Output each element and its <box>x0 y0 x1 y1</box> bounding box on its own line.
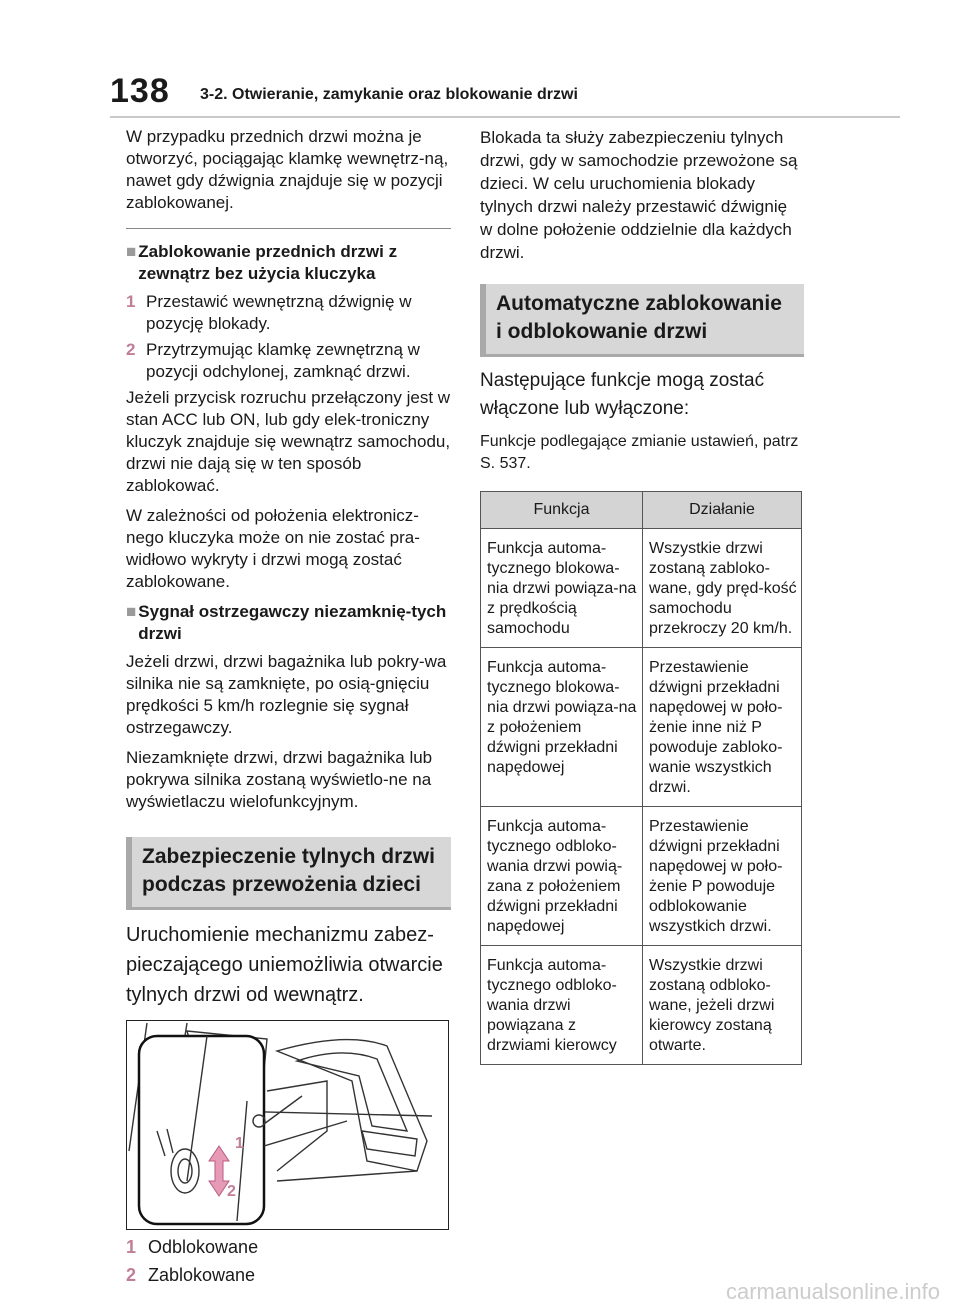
child-lock-illustration <box>126 1020 449 1230</box>
square-bullet-icon: ■ <box>126 602 137 621</box>
page-header <box>110 72 900 118</box>
table-header-cell: Działanie <box>643 492 802 529</box>
box-title-line: Zabezpieczenie tylnych drzwi <box>142 845 435 868</box>
table-cell: Funkcja automa-tycznego blokowa-nia drzwi powiąza-na z położeniem dźwigni przekładni napędowej <box>481 648 643 807</box>
table-cell: Funkcja automa-tycznego odbloko-wania drzwi powią-zana z położeniem dźwigni przekładni napędowej <box>481 807 643 946</box>
subheading-front-lock <box>126 241 451 285</box>
watermark-text: carmanualsonline.info <box>725 1279 940 1304</box>
note-paragraph: Jeżeli drzwi, drzwi bagażnika lub pokry-wa silnika nie są zamknięte, po osią-gnięciu prędkości 5 km/h rozlegnie się sygnał ostrzegawczy. <box>126 652 447 737</box>
subheading-text: Sygnał ostrzegawczy niezamknię-tych drzwi <box>138 602 447 643</box>
table-cell: Funkcja automa-tycznego odbloko-wania drzwi powiązana z drzwiami kierowcy <box>481 946 643 1065</box>
note-paragraph: Niezamknięte drzwi, drzwi bagażnika lub pokrywa silnika zostaną wyświetlo-ne na wyświetlaczu wielofunkcyjnym. <box>126 748 433 811</box>
left-column <box>126 126 451 1292</box>
caption-2 <box>126 1264 451 1286</box>
box-title-line: Automatyczne zablokowanie <box>496 292 782 315</box>
table-row <box>481 529 802 648</box>
divider <box>126 228 451 229</box>
label-1: 1 <box>235 1135 244 1152</box>
table-header-cell: Funkcja <box>481 492 643 529</box>
step-1 <box>126 291 451 335</box>
caption-text: Odblokowane <box>148 1237 259 1257</box>
square-bullet-icon: ■ <box>126 242 137 261</box>
step-2 <box>126 339 451 383</box>
section-box-child-lock <box>126 837 451 910</box>
functions-table <box>480 491 802 1065</box>
table-cell: Wszystkie drzwi zostaną zabloko-wane, gdy pręd-kość samochodu przekroczy 20 km/h. <box>643 529 802 648</box>
caption-number: 2 <box>126 1265 137 1285</box>
subheading-text: Zablokowanie przednich drzwi z zewnątrz bez użycia kluczyka <box>138 242 398 283</box>
step-number: 2 <box>126 340 136 359</box>
car-door-drawing <box>127 1021 448 1229</box>
note-paragraph: Funkcje podlegające zmianie ustawień, patrz S. 537. <box>480 433 799 472</box>
intro-paragraph: Blokada ta służy zabezpieczeniu tylnych drzwi, gdy w samochodzie przewożone są dzieci. W celu uruchomienia blokady tylnych drzwi należy przestawić dźwignię w dolne położenie oddzielnie dla każdych drzwi. <box>480 128 798 262</box>
step-text: Przestawić wewnętrzną dźwignię w pozycję blokady. <box>146 292 412 333</box>
table-cell: Przestawienie dźwigni przekładni napędowej w poło-żenie inne niż P powoduje zabloko-wanie wszystkich drzwi. <box>643 648 802 807</box>
table-row <box>481 946 802 1065</box>
subheading-warning <box>126 601 451 645</box>
step-number: 1 <box>126 292 136 311</box>
chapter-title: 3-2. Otwieranie, zamykanie oraz blokowanie drzwi <box>200 86 578 103</box>
table-cell: Przestawienie dźwigni przekładni napędowej w poło-żenie P powoduje odblokowanie wszystkich drzwi. <box>643 807 802 946</box>
lead-paragraph: Uruchomienie mechanizmu zabez-pieczającego uniemożliwia otwarcie tylnych drzwi od wewnątrz. <box>126 924 443 1006</box>
caption-1 <box>126 1236 451 1258</box>
table-header-row <box>481 492 802 529</box>
table-row <box>481 807 802 946</box>
table-cell: Wszystkie drzwi zostaną odbloko-wane, jeżeli drzwi kierowcy zostaną otwarte. <box>643 946 802 1065</box>
box-title-line: podczas przewożenia dzieci <box>142 873 421 896</box>
caption-number: 1 <box>126 1237 137 1257</box>
intro-paragraph: W przypadku przednich drzwi można je otworzyć, pociągając klamkę wewnętrz-ną, nawet gdy dźwignia znajduje się w pozycji zablokowanej. <box>126 127 449 212</box>
step-text: Przytrzymując klamkę zewnętrzną w pozycji odchylonej, zamknąć drzwi. <box>146 340 420 381</box>
right-column <box>480 126 804 1065</box>
label-2: 2 <box>227 1183 236 1200</box>
note-paragraph: Jeżeli przycisk rozruchu przełączony jest w stan ACC lub ON, lub gdy elek-troniczny kluczyk znajduje się wewnątrz samochodu, drzwi nie dają się w ten sposób zablokować. <box>126 388 451 495</box>
lead-paragraph: Następujące funkcje mogą zostać włączone lub wyłączone: <box>480 370 765 419</box>
table-cell: Funkcja automa-tycznego blokowa-nia drzwi powiąza-na z prędkością samochodu <box>481 529 643 648</box>
section-box-auto-lock <box>480 284 804 357</box>
page-number: 138 <box>110 72 170 110</box>
note-paragraph: W zależności od położenia elektronicz-nego kluczyka może on nie zostać pra-widłowo wykryty i drzwi mogą zostać zablokowane. <box>126 506 420 591</box>
caption-text: Zablokowane <box>148 1265 256 1285</box>
table-row <box>481 648 802 807</box>
box-title-line: i odblokowanie drzwi <box>496 320 708 343</box>
